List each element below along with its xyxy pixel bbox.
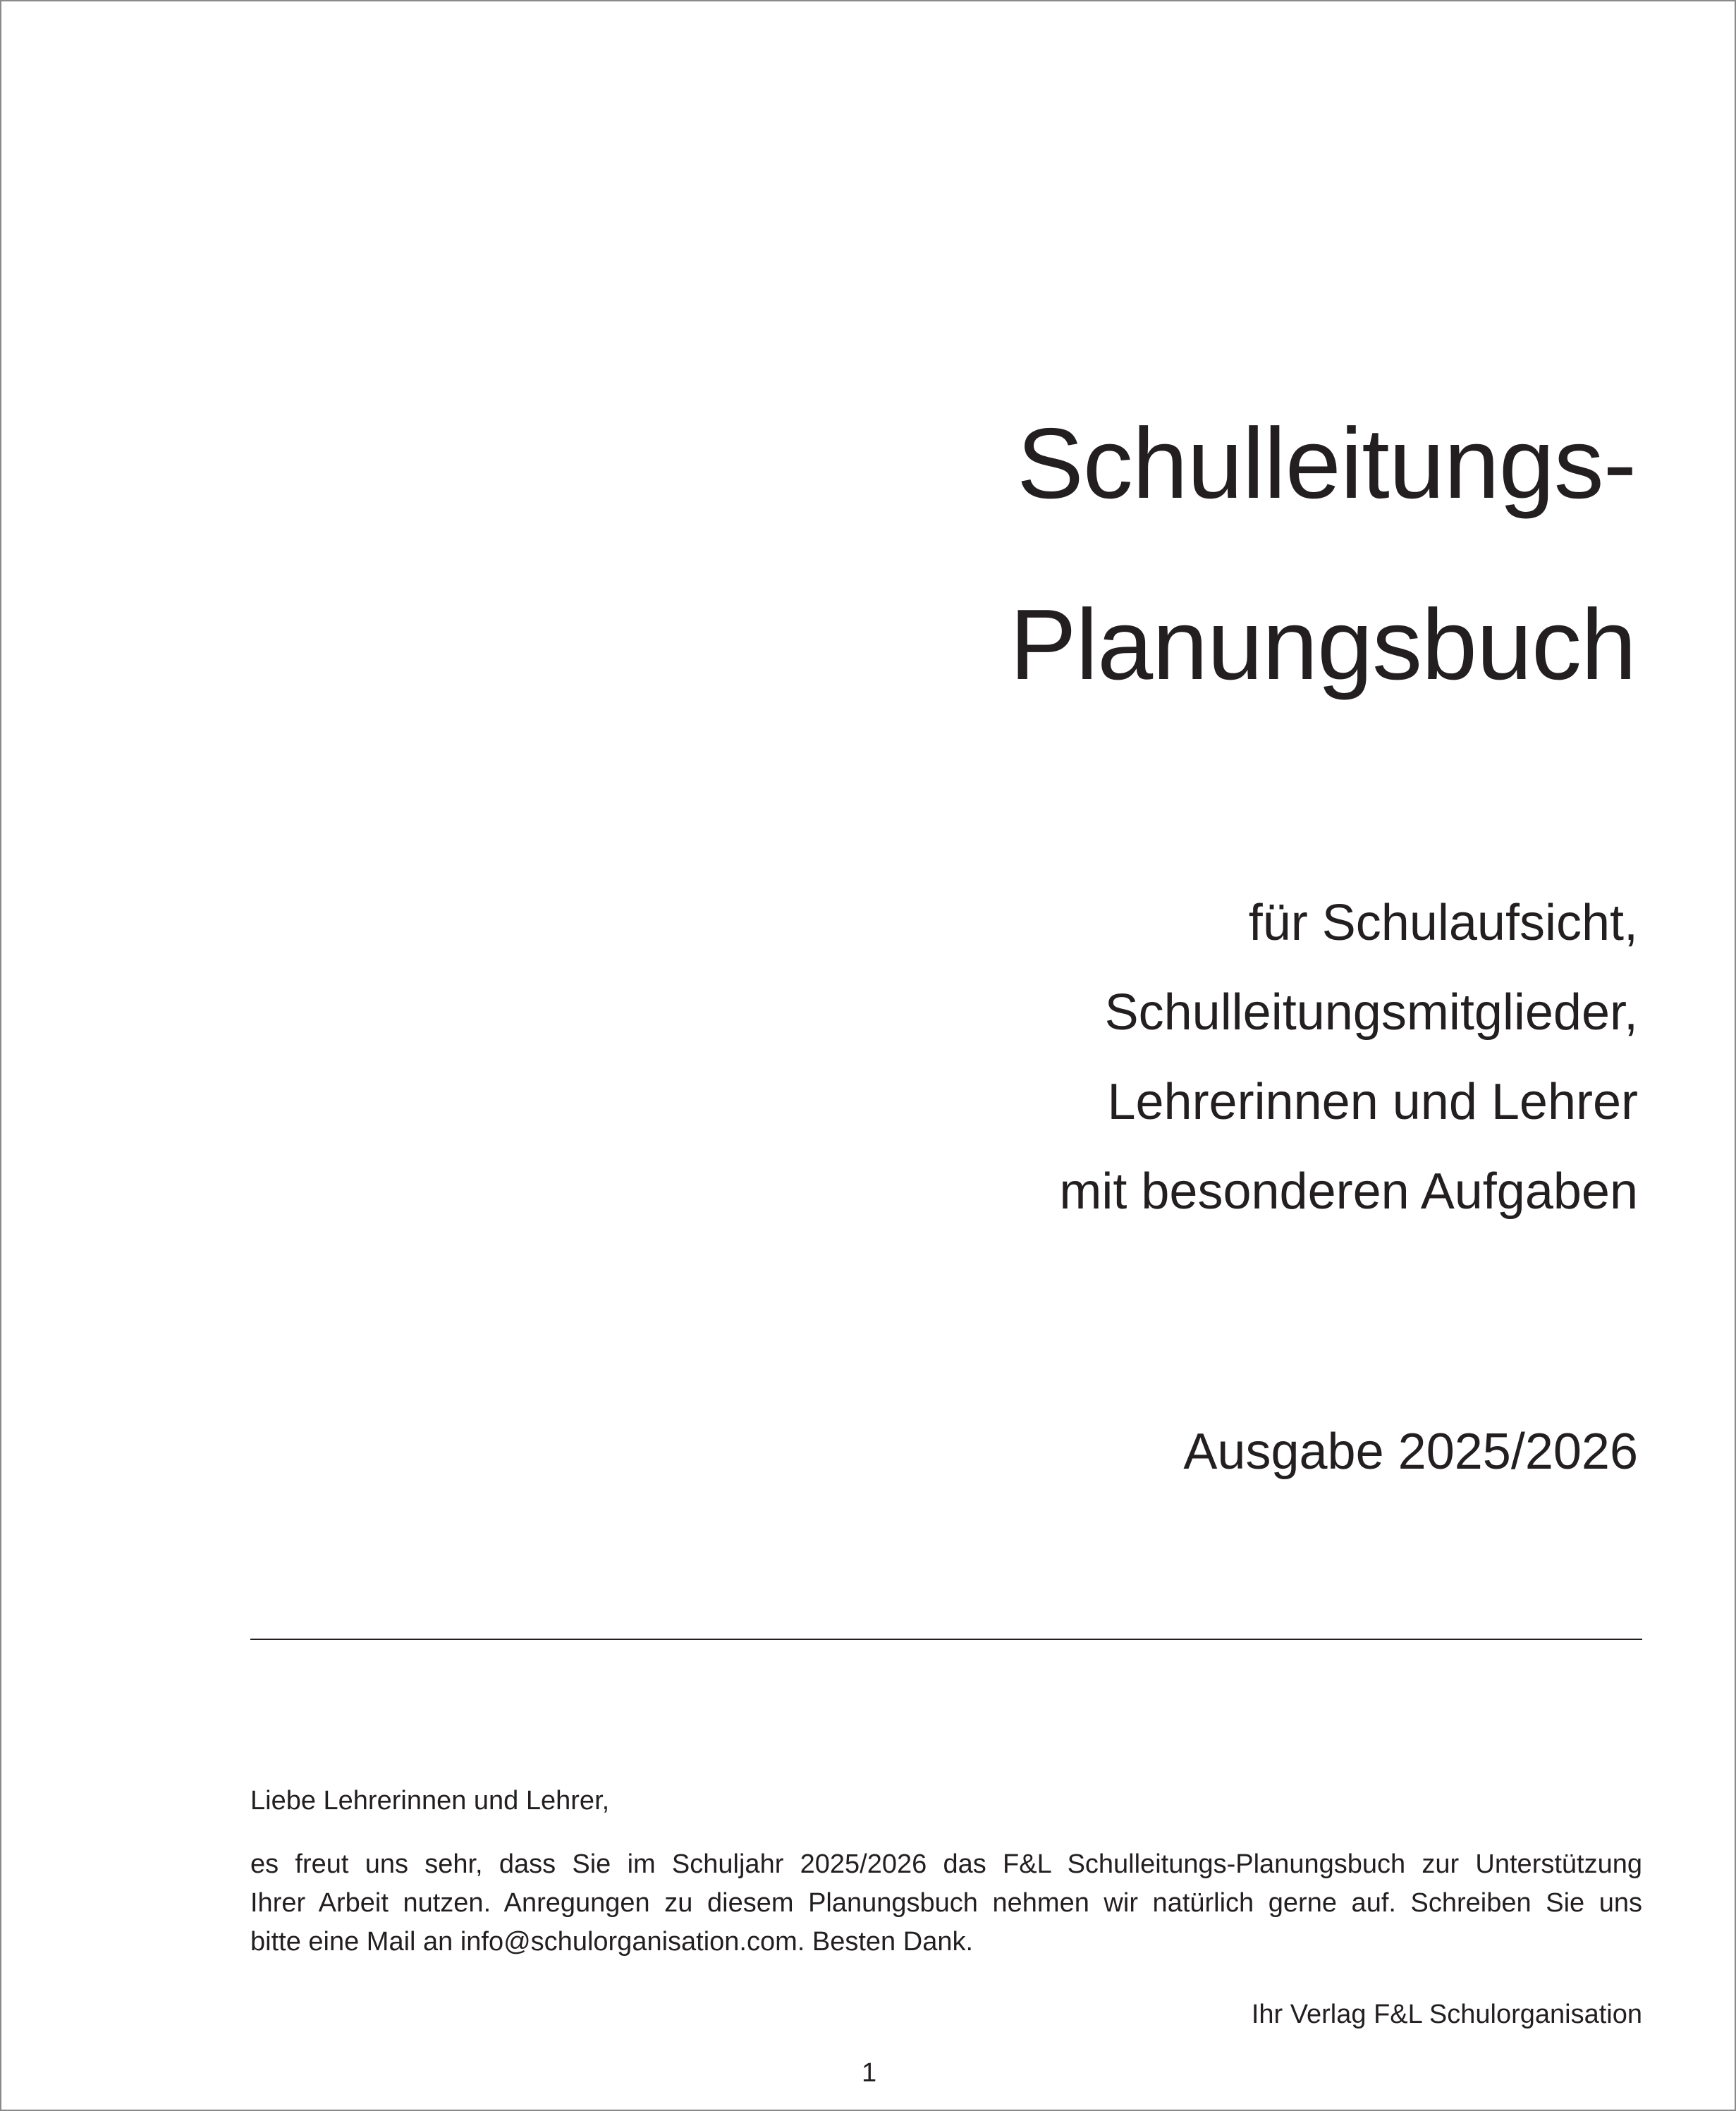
subtitle-line: Schulleitungsmitglieder,: [1104, 984, 1638, 1041]
subtitle-line: Lehrerinnen und Lehrer: [1107, 1074, 1638, 1130]
letter-body-line: bitte eine Mail an info@schulorganisation.com. Besten Dank.: [250, 1927, 974, 1957]
subtitle-line: mit besonderen Aufgaben: [1059, 1163, 1638, 1220]
letter-signature: Ihr Verlag F&L Schulorganisation: [1251, 2000, 1642, 2029]
letter-body-line: es freut uns sehr, dass Sie im Schuljahr 2025/2026 das F&L Schulleitungs-Planungsbuch zur Unterstützung: [250, 1849, 1642, 1879]
edition-label: Ausgabe 2025/2026: [1183, 1424, 1638, 1480]
subtitle-line: für Schulaufsicht,: [1248, 895, 1638, 951]
title-line-1: Schulleitungs-: [1017, 408, 1636, 520]
letter-body-line: Ihrer Arbeit nutzen. Anregungen zu diesem Planungsbuch nehmen wir natürlich gerne auf. Schreiben Sie uns: [250, 1888, 1642, 1918]
divider: [250, 1639, 1642, 1640]
title-line-2: Planungsbuch: [1009, 589, 1636, 701]
page-number: 1: [862, 2058, 877, 2088]
letter-salutation: Liebe Lehrerinnen und Lehrer,: [250, 1786, 610, 1816]
letter-body: [250, 1845, 1642, 1962]
